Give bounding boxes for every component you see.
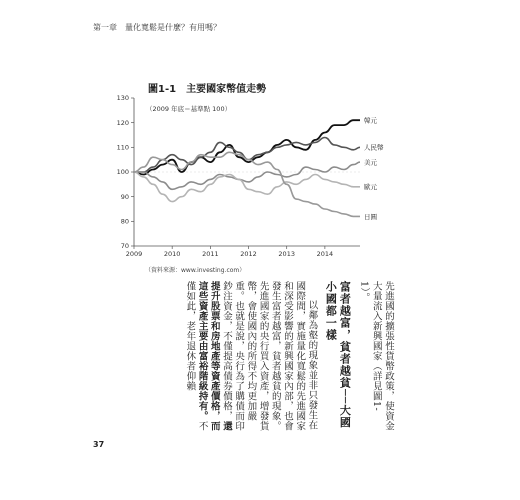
x-tick-label: 2012 [240,250,257,258]
y-tick-label: 130 [116,94,129,103]
paragraph-main-tail: 不僅如此，老年退休者仰賴 [184,281,208,431]
x-tick-label: 2010 [163,250,181,258]
series-label-rmb: 人民幣 [364,143,384,152]
body-text [183,281,394,431]
y-tick-label: 90 [120,192,129,201]
paragraph-main-emphasis: 還提升股票和房地產等資產價格，而這些資產主要由富裕階級持有。 [196,281,232,431]
y-tick-label: 110 [116,143,129,152]
paragraph-main-text: 以鄰為壑的現象並非只發生在國際間，實施量化寬鬆的先進國家和深受影響的新興國家內部，也會發生富者越富，貧者越貧的現象。先進國家的央行買入資產，增發貨幣，會使國內的所得不均更加嚴重。也就是說，央行為了購債而印鈔注資金，不僅提高債券價格， [220,281,318,431]
x-tick-label: 2011 [202,250,219,258]
series-line-won [134,120,360,174]
y-tick-label: 120 [116,118,129,127]
series-line-rmb [134,138,360,173]
y-tick-label: 100 [116,168,129,177]
series-label-jpy: 日圓 [364,212,377,221]
paragraph-main [183,281,317,431]
x-tick-label: 2009 [125,250,143,258]
series-label-won: 韓元 [364,116,377,125]
chapter-header: 第一章 量化寬鬆是什麼？有用嗎？ [93,23,221,32]
source-note: （資料來源：www.investing.com） [145,267,246,274]
series-label-usd: 美元 [364,158,377,167]
section-heading: 富者越富，貧者越貧──大國小國都一樣 [324,281,352,429]
paragraph-intro: 先進國的擴張性貨幣政策，使資金大量流入新興國家（詳見圖1-1）。 [358,281,394,431]
figure-title: 圖1-1 主要國家幣值走勢 [148,84,267,95]
x-tick-label: 2013 [278,250,295,258]
page-number: 37 [93,440,105,449]
y-tick-label: 80 [120,217,129,226]
series-label-eur: 歐元 [364,183,377,192]
chart-subtitle: （2009 年底＝基準點 100） [146,105,232,113]
y-tick-label: 70 [120,242,129,251]
series-line-usd [134,162,360,189]
x-tick-label: 2014 [316,250,334,258]
